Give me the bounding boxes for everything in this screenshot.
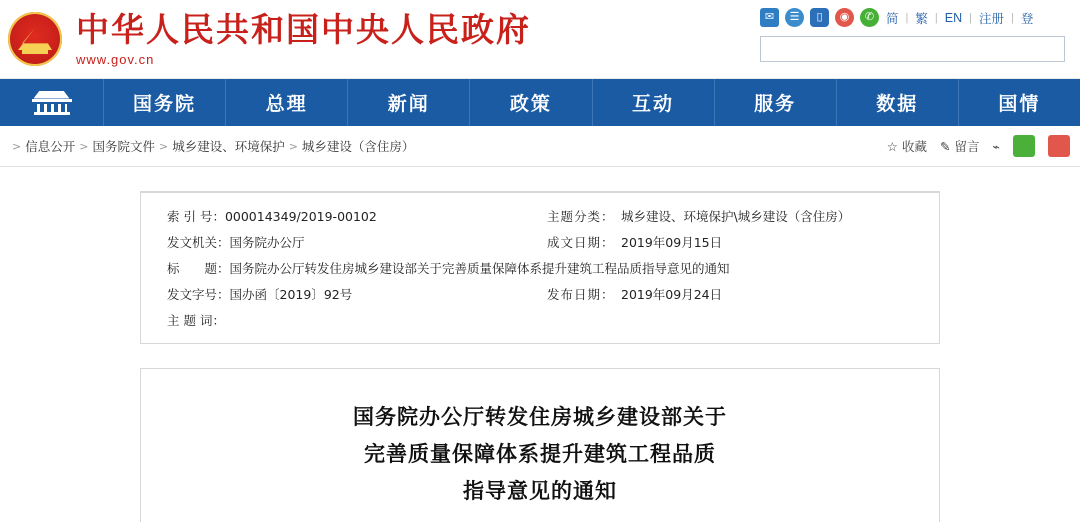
header-utilities <box>760 8 1080 62</box>
header-icon-row <box>760 8 1080 27</box>
nav-item-news[interactable]: 新闻 <box>348 79 470 126</box>
document-title-block <box>140 368 940 521</box>
title-label: 标 题： <box>167 260 230 276</box>
weibo-icon[interactable]: ◉ <box>835 8 854 27</box>
separator: | <box>969 11 972 24</box>
index-number-value: 000014349/2019-00102 <box>224 209 377 224</box>
breadcrumb-arrow: > <box>288 139 298 153</box>
breadcrumb-item-2[interactable]: 城乡建设、环境保护 <box>172 139 285 154</box>
wechat-icon[interactable]: ✆ <box>860 8 879 27</box>
issuing-agency-value: 国务院办公厅 <box>229 234 305 250</box>
login-link[interactable]: 登 <box>1020 11 1034 26</box>
site-title: 中华人民共和国中央人民政府 <box>76 9 531 49</box>
nav-item-national-conditions[interactable]: 国情 <box>998 93 1041 115</box>
metadata-row <box>167 287 913 304</box>
document-number-label: 发文字号： <box>167 286 230 302</box>
lang-simplified-link[interactable]: 简 <box>886 11 899 26</box>
mobile-icon[interactable]: ▯ <box>810 8 829 27</box>
publish-date-label: 发布日期： <box>547 286 615 302</box>
comment-label: 留言 <box>954 139 980 154</box>
pencil-icon: ✎ <box>939 138 951 154</box>
site-url: www.gov.cn <box>76 51 155 67</box>
nav-item-premier[interactable]: 总理 <box>226 79 348 126</box>
site-header <box>0 0 1080 79</box>
lang-english-link[interactable]: EN <box>944 10 963 25</box>
search-input[interactable] <box>767 41 1058 57</box>
title-value: 国务院办公厅转发住房城乡建设部关于完善质量保障体系提升建筑工程品质指导意见的通知 <box>229 260 730 276</box>
message-icon[interactable]: ☰ <box>785 8 804 27</box>
register-link[interactable]: 注册 <box>978 11 1004 26</box>
separator: | <box>934 11 938 24</box>
breadcrumb <box>12 137 414 155</box>
metadata-row <box>167 261 913 278</box>
site-branding <box>76 9 531 67</box>
keywords-label: 主 题 词： <box>167 312 225 328</box>
page-actions <box>887 135 1070 157</box>
share-button[interactable] <box>992 139 1000 154</box>
nav-item-state-council[interactable]: 国务院 <box>104 79 226 126</box>
breadcrumb-arrow: > <box>158 139 169 153</box>
breadcrumb-item-0[interactable]: 信息公开 <box>25 139 76 154</box>
house-icon <box>32 91 72 115</box>
nav-item-service[interactable]: 服务 <box>715 79 837 126</box>
share-icon: ⌁ <box>992 138 1000 154</box>
metadata-row <box>167 235 913 252</box>
search-box[interactable] <box>760 36 1065 62</box>
written-date-label: 成文日期： <box>547 234 615 250</box>
star-icon: ☆ <box>886 138 898 154</box>
lang-traditional-link[interactable]: 繁 <box>915 11 928 26</box>
nav-item-data[interactable]: 数据 <box>837 79 959 126</box>
document-metadata-table <box>140 191 940 344</box>
nav-item-policy[interactable]: 政策 <box>470 79 592 126</box>
metadata-row <box>167 209 913 226</box>
index-number-label: 索 引 号： <box>167 209 225 224</box>
breadcrumb-item-1[interactable]: 国务院文件 <box>92 139 155 154</box>
separator: | <box>905 11 909 24</box>
comment-button[interactable] <box>940 137 980 155</box>
mail-icon[interactable]: ✉ <box>760 8 779 27</box>
issuing-agency-label: 发文机关： <box>167 234 230 250</box>
metadata-row <box>167 313 913 330</box>
publish-date-value: 2019年09月24日 <box>621 286 723 302</box>
written-date-value: 2019年09月15日 <box>621 234 723 250</box>
subject-category-value: 城乡建设、环境保护\城乡建设（含住房） <box>621 209 851 224</box>
document-title-line-2: 完善质量保障体系提升建筑工程品质 <box>364 442 716 467</box>
main-navigation <box>0 79 1080 126</box>
breadcrumb-item-3[interactable]: 城乡建设（含住房） <box>301 139 415 154</box>
breadcrumb-arrow: > <box>79 139 89 153</box>
weibo-icon[interactable] <box>1048 135 1070 157</box>
document-number-value: 国办函〔2019〕92号 <box>229 286 353 302</box>
document-area <box>0 167 1080 522</box>
document-title-line-3: 指导意见的通知 <box>463 478 617 503</box>
separator: | <box>1011 11 1014 24</box>
breadcrumb-bar <box>0 126 1080 167</box>
favorite-button[interactable] <box>887 137 927 155</box>
breadcrumb-arrow: > <box>12 139 22 153</box>
favorite-label: 收藏 <box>901 139 927 154</box>
national-emblem-icon <box>8 12 62 66</box>
subject-category-label: 主题分类： <box>547 209 615 224</box>
document-title-line-1: 国务院办公厅转发住房城乡建设部关于 <box>353 405 727 430</box>
nav-home-button[interactable] <box>0 79 104 126</box>
nav-item-interaction[interactable]: 互动 <box>593 79 715 126</box>
wechat-icon[interactable] <box>1013 135 1035 157</box>
